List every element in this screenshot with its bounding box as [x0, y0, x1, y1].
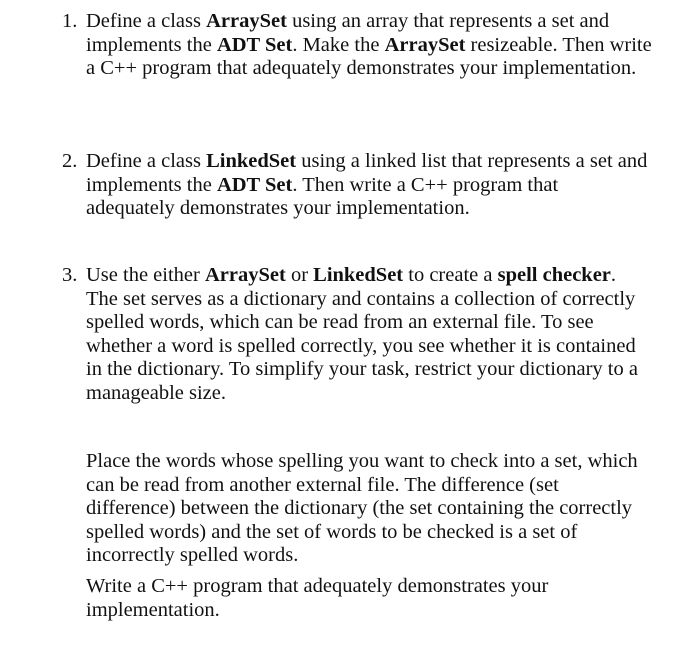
text-run: . Make the	[292, 33, 385, 56]
item-text	[86, 264, 652, 406]
bold-term: ADT Set	[216, 173, 293, 196]
bold-term: spell checker	[497, 264, 611, 286]
paragraph-set-difference: Place the words whose spelling you want to check into a set, which can be read from another external file. The difference (set difference) between the dictionary (the set containing the correctly spelled words) and the set of words to be checked is a set of incorrectly spelled words.	[86, 450, 638, 567]
list-item-3	[62, 264, 652, 406]
text-run: . Then write a C++ program that adequately demonstrates your implementation.	[86, 173, 559, 220]
item-number: 3.	[62, 264, 78, 286]
text-run: using an array that represents a set and implements the	[86, 10, 610, 56]
item-number: 2.	[62, 150, 78, 172]
text-run: Use the either	[86, 264, 205, 286]
bold-term: ADT Set	[216, 33, 293, 56]
text-run: resizeable. Then write a C++ program that adequately demonstrates your implementation.	[86, 33, 652, 80]
list-item-2	[62, 150, 652, 221]
bold-term: ArraySet	[206, 10, 287, 32]
bold-term: LinkedSet	[313, 264, 404, 286]
item-text	[86, 150, 652, 221]
item-number: 1.	[62, 10, 78, 32]
text-run: . The set serves as a dictionary and contains a collection of correctly spelled words, which can be read from an external file. To see whether a word is spelled correctly, you see whether it is contained in the dictionary. To simplify your task, restrict your dictionary to a manageable size.	[86, 264, 638, 404]
bold-term: LinkedSet	[206, 150, 297, 172]
text-run: Define a class	[86, 150, 207, 172]
list-item-1	[62, 10, 652, 81]
bold-term: ArraySet	[384, 33, 466, 56]
text-run: Define a class	[86, 10, 207, 32]
text-run: using a linked list that represents a set and implements the	[86, 150, 648, 196]
bold-term: ArraySet	[204, 264, 286, 286]
text-run: to create a	[403, 264, 498, 286]
item-text	[86, 10, 652, 81]
paragraph-write-program: Write a C++ program that adequately demonstrates your implementation.	[86, 575, 549, 621]
text-run: or	[285, 264, 314, 286]
